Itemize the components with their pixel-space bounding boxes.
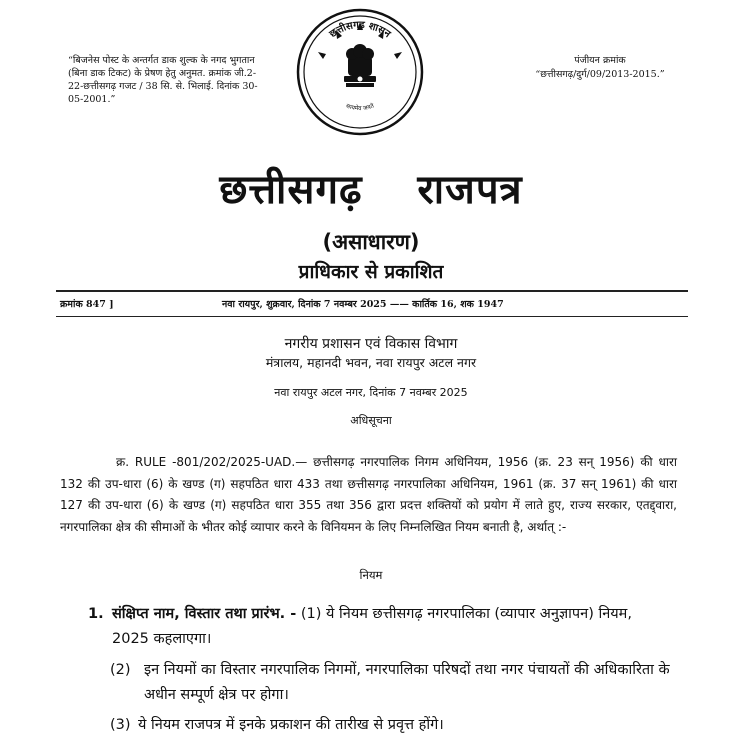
section-1-3-number: (3) xyxy=(110,717,131,733)
gazette-masthead: छत्तीसगढ़ राजपत्र xyxy=(219,167,523,213)
bottom-divider xyxy=(56,316,688,317)
rules-heading: नियम xyxy=(359,568,383,582)
ministry-address: मंत्रालय, महानदी भवन, नवा रायपुर अटल नगर xyxy=(265,355,477,370)
section-1-text: (1) ये नियम छत्तीसगढ़ नगरपालिका (व्यापार अनुज्ञापन) नियम, 2025 कहलाएगा। xyxy=(112,606,632,647)
section-1-3 xyxy=(110,713,670,738)
lion-capital-icon xyxy=(344,44,376,87)
section-1-heading: संक्षिप्त नाम, विस्तार तथा प्रारंभ. - xyxy=(112,606,297,622)
preamble-paragraph xyxy=(60,452,677,538)
state-emblem-seal xyxy=(296,8,424,136)
issue-row xyxy=(60,295,688,313)
authority-label: प्राधिकार से प्रकाशित xyxy=(298,261,444,283)
registration-note xyxy=(500,54,700,82)
issue-number: क्रमांक 847 ] xyxy=(60,299,114,310)
seal-top-text: छत्तीसगढ़ शासन xyxy=(327,19,393,41)
registration-label: पंजीयन क्रमांक xyxy=(574,55,626,66)
section-1-2-number: (2) xyxy=(110,662,131,678)
section-1-2-text: इन नियमों का विस्तार नगरपालिक निगमों, नगरपालिका परिषदों तथा नगर पंचायतों की अधिकारिता के अधीन सम्पूर्ण क्षेत्र पर होगा। xyxy=(144,662,670,703)
section-1-2 xyxy=(110,658,670,708)
registration-number: “छत्तीसगढ़/दुर्ग/09/2013-2015.” xyxy=(535,69,665,80)
department-name: नगरीय प्रशासन एवं विकास विभाग xyxy=(284,336,458,352)
postal-permit-note: “बिजनेस पोस्ट के अन्तर्गत डाक शुल्क के नगद भुगतान (बिना डाक टिकट) के प्रेषण हेतु अनुमत. क्रमांक जी.2-22-छत्तीसगढ़ गजट / 38 सि. से. भिलाई. दिनांक 30-05-2001.” xyxy=(68,55,258,105)
issue-date: नवा रायपुर, शुक्रवार, दिनांक 7 नवम्बर 2025 —— कार्तिक 16, शक 1947 xyxy=(222,299,504,310)
section-1 xyxy=(88,602,668,652)
extraordinary-label: (असाधारण) xyxy=(322,230,420,254)
section-1-3-text: ये नियम राजपत्र में इनके प्रकाशन की तारीख से प्रवृत्त होंगे। xyxy=(138,717,444,733)
preamble-text: क्र. RULE -801/202/2025-UAD.— छत्तीसगढ़ नगरपालिक निगम अधिनियम, 1956 (क्र. 23 सन् 1956) की धारा 132 की उप-धारा (6) के खण्ड (ग) सहपठित धारा 433 तथा छत्तीसगढ़ नगरपालिका अधिनियम, 1961 (क्र. 37 सन् 1961) की धारा 127 की उप-धारा (6) के खण्ड (ग) सहपठित धारा 355 तथा 356 द्वारा प्रदत्त शक्तियों को प्रयोग में लाते हुए, राज्य सरकार, एतद्द्वारा, नगरपालिका क्षेत्र की सीमाओं के भीतर कोई व्यापार करने के विनियमन के लिए निम्नलिखित नियम बनाती है, अर्थात् :- xyxy=(60,455,677,534)
top-divider xyxy=(56,290,688,292)
section-1-number: 1. xyxy=(88,606,104,622)
place-and-date: नवा रायपुर अटल नगर, दिनांक 7 नवम्बर 2025 xyxy=(274,386,468,399)
notification-title: अधिसूचना xyxy=(350,414,392,427)
seal-motto: सत्यमेव जयते xyxy=(344,102,376,113)
